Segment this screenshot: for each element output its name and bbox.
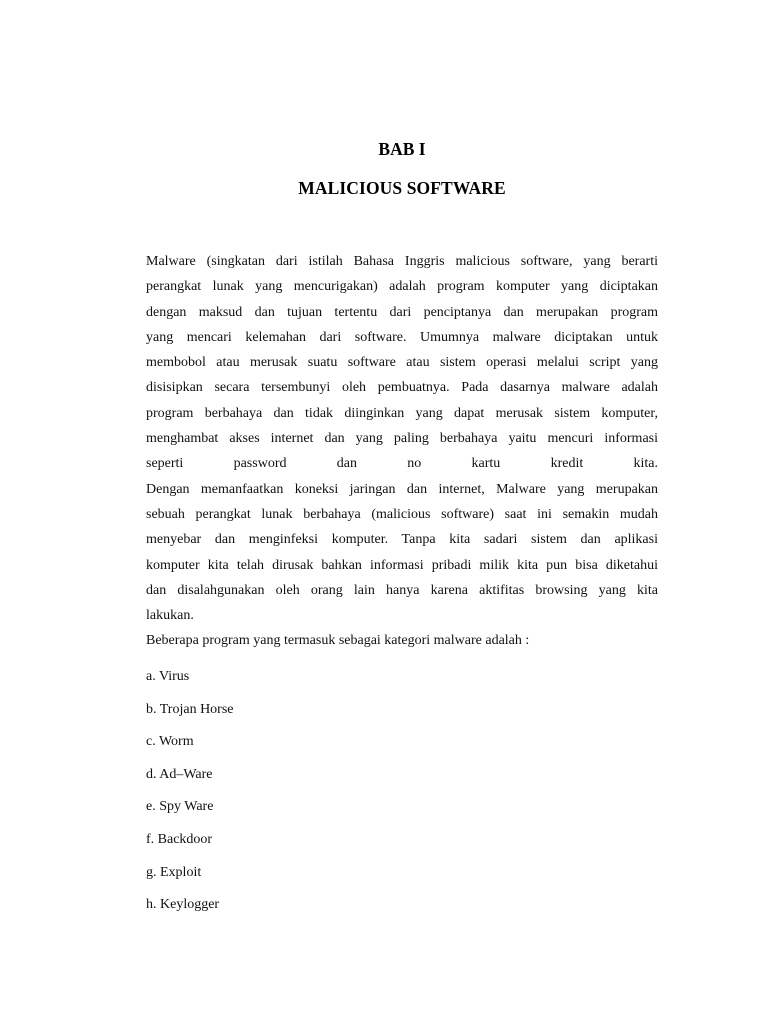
list-intro: Beberapa program yang termasuk sebagai kategori malware adalah : [146,633,530,648]
list-item: e. Spy Ware [146,799,214,815]
paragraph-line: komputer kita telah dirusak bahkan informasi pribadi milik kita pun bisa diketahui [146,557,658,573]
paragraph-line: dan disalahgunakan oleh orang lain hanya karena aktifitas browsing yang kita [146,582,658,598]
paragraph-line: menyebar dan menginfeksi komputer. Tanpa kita sadari sistem dan aplikasi [146,532,658,548]
malware-list [146,666,234,927]
list-item: g. Exploit [146,864,202,880]
list-item: h. Keylogger [146,897,220,913]
paragraph-line: membobol atau merusak suatu software atau sistem operasi melalui script yang [146,355,658,371]
paragraph-line: seperti password dan no kartu kredit kita. [146,456,658,472]
paragraph-line: yang mencari kelemahan dari software. Umumnya malware diciptakan untuk [146,329,658,345]
paragraph-line: Dengan memanfaatkan koneksi jaringan dan internet, Malware yang merupakan [146,481,658,497]
chapter-heading: BAB I [378,139,426,159]
list-item: a. Virus [146,669,190,684]
paragraph-line: lakukan. [146,608,194,624]
paragraph-line: dengan maksud dan tujuan tertentu dari penciptanya dan merupakan program [146,304,658,320]
paragraph-line: perangkat lunak yang mencurigakan) adalah program komputer yang diciptakan [146,279,658,295]
chapter-title: MALICIOUS SOFTWARE [298,178,506,198]
list-item: c. Worm [146,734,194,750]
paragraph-line: menghambat akses internet dan yang paling berbahaya yaitu mencuri informasi [146,431,658,447]
list-item: d. Ad–Ware [146,766,213,782]
list-item: b. Trojan Horse [146,701,234,717]
paragraph-line: sebuah perangkat lunak berbahaya (malicious software) saat ini semakin mudah [146,506,658,522]
paragraph-line: Malware (singkatan dari istilah Bahasa Inggris malicious software, yang berarti [146,254,658,269]
list-item: f. Backdoor [146,831,213,847]
paragraph-line: program berbahaya dan tidak diinginkan yang dapat merusak sistem komputer, [146,405,658,421]
body-paragraph [146,249,658,628]
paragraph-line: disisipkan secara tersembunyi oleh pembuatnya. Pada dasarnya malware adalah [146,380,658,396]
